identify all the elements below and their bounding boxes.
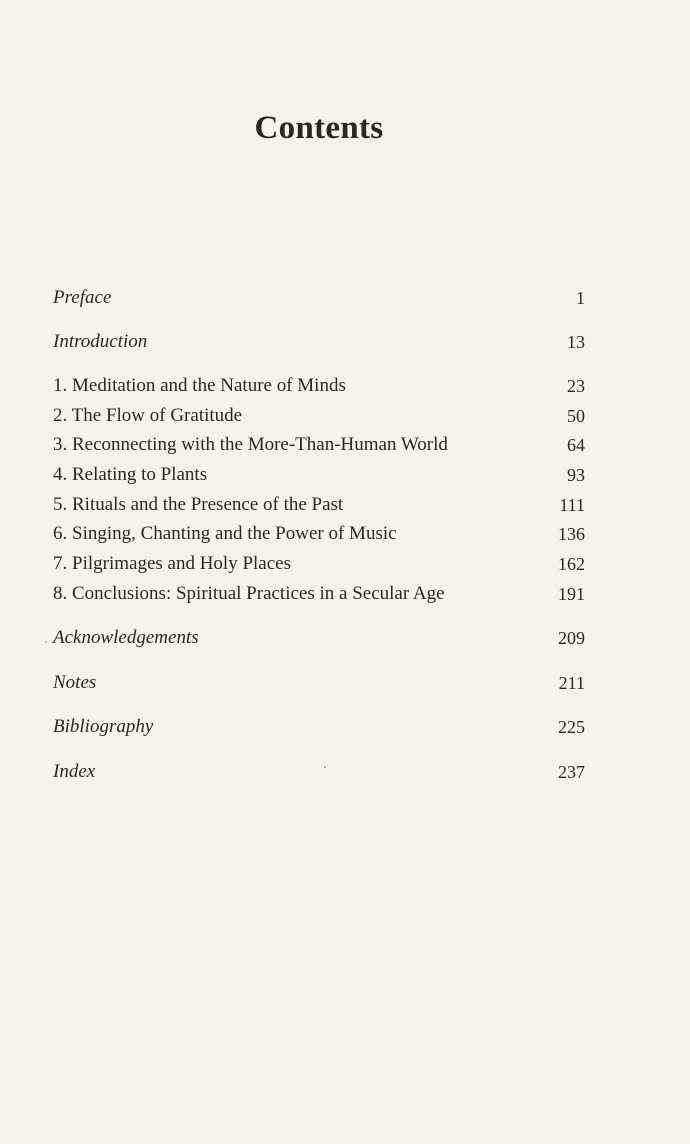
toc-entry-chapter-4[interactable] xyxy=(53,462,585,488)
toc-entry-bibliography[interactable] xyxy=(53,714,585,740)
toc-entry-preface[interactable] xyxy=(53,285,585,311)
toc-entry-chapter-5[interactable] xyxy=(53,492,585,518)
toc-entry-page: 111 xyxy=(559,495,585,515)
toc-entry-label: 7. Pilgrimages and Holy Places xyxy=(53,553,291,574)
toc-entry-page: 64 xyxy=(567,435,585,455)
toc-entry-label: 6. Singing, Chanting and the Power of Music xyxy=(53,523,397,544)
toc-entry-label: 1. Meditation and the Nature of Minds xyxy=(53,375,346,396)
toc-entry-chapter-8[interactable] xyxy=(53,581,585,607)
toc-entry-label: Acknowledgements xyxy=(53,627,199,648)
toc-entry-label: Preface xyxy=(53,287,112,308)
toc-entry-page: 93 xyxy=(567,465,585,485)
toc-entry-label: 3. Reconnecting with the More-Than-Human World xyxy=(53,434,448,455)
toc-entry-label: Notes xyxy=(53,672,97,693)
paper-speck xyxy=(324,766,326,768)
toc-entry-chapter-7[interactable] xyxy=(53,551,585,577)
toc-entry-page: 13 xyxy=(567,332,585,352)
toc-entry-label: Index xyxy=(53,761,96,782)
toc-entry-chapter-1[interactable] xyxy=(53,373,585,399)
toc-entry-label: 5. Rituals and the Presence of the Past xyxy=(53,494,344,515)
toc-entry-page: 136 xyxy=(558,524,585,544)
toc-entry-acknowledgements[interactable] xyxy=(53,625,585,651)
toc-entry-label: 4. Relating to Plants xyxy=(53,464,208,485)
toc-entry-chapter-3[interactable] xyxy=(53,432,585,458)
toc-entry-page: 23 xyxy=(567,376,585,396)
paper-speck xyxy=(45,641,47,643)
toc-entry-page: 209 xyxy=(558,628,585,648)
toc-entry-page: 191 xyxy=(558,584,585,604)
toc-entry-page: 225 xyxy=(558,717,585,737)
toc-entry-index[interactable] xyxy=(53,759,585,785)
toc-entry-page: 162 xyxy=(558,554,585,574)
toc-entry-label: Introduction xyxy=(53,331,148,352)
toc-entry-page: 1 xyxy=(576,288,585,308)
toc-entry-label: Bibliography xyxy=(53,716,154,737)
toc-entry-label: 2. The Flow of Gratitude xyxy=(53,405,243,426)
toc-entry-page: 211 xyxy=(558,673,585,693)
toc-entry-label: 8. Conclusions: Spiritual Practices in a Secular Age xyxy=(53,583,445,604)
toc-entry-chapter-2[interactable] xyxy=(53,403,585,429)
toc-entry-notes[interactable] xyxy=(53,670,585,696)
toc-entry-page: 50 xyxy=(567,406,585,426)
toc-entry-chapter-6[interactable] xyxy=(53,521,585,547)
page-title: Contents xyxy=(254,110,384,146)
toc-entry-page: 237 xyxy=(558,762,585,782)
toc-entry-introduction[interactable] xyxy=(53,329,585,355)
